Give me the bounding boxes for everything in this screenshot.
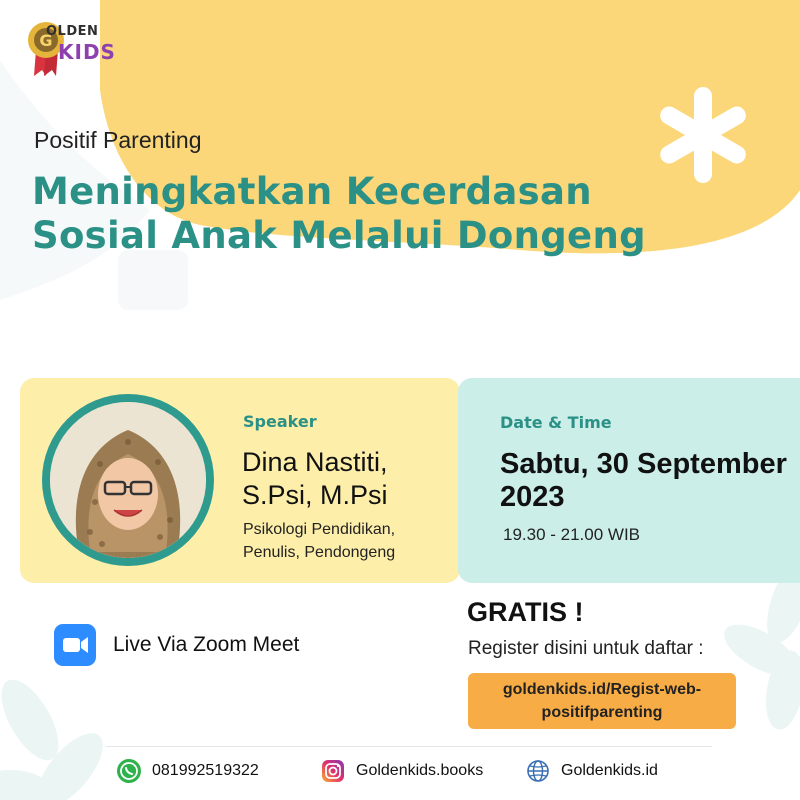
contact-instagram-text: Goldenkids.books xyxy=(356,762,484,779)
event-title-line-1: Meningkatkan Kecerdasan xyxy=(32,170,592,213)
contact-whatsapp-text: 081992519322 xyxy=(152,762,259,779)
whatsapp-icon xyxy=(116,758,142,784)
speaker-label: Speaker xyxy=(243,412,317,431)
register-link-button[interactable]: goldenkids.id/Regist-web-positifparenting xyxy=(468,673,736,729)
platform-text: Live Via Zoom Meet xyxy=(113,633,300,656)
speaker-photo xyxy=(50,402,206,558)
logo-text-top: OLDEN xyxy=(46,24,99,39)
instagram-icon xyxy=(320,758,346,784)
contact-instagram[interactable] xyxy=(320,758,483,784)
register-instruction: Register disini untuk daftar : xyxy=(468,638,704,659)
free-headline: GRATIS ! xyxy=(467,597,584,627)
speaker-portrait-icon xyxy=(50,402,206,558)
logo-text-bottom: KIDS xyxy=(58,40,116,64)
contact-whatsapp[interactable] xyxy=(116,758,259,784)
asterisk-decoration-icon xyxy=(655,85,751,185)
contact-website[interactable] xyxy=(525,758,658,784)
event-title-line-2: Sosial Anak Melalui Dongeng xyxy=(32,214,646,257)
footer-divider xyxy=(106,746,712,747)
date-time-label: Date & Time xyxy=(500,413,612,432)
svg-text:G: G xyxy=(39,31,53,50)
speaker-roles: Psikologi Pendidikan, Penulis, Pendongeng xyxy=(243,521,396,561)
event-time: 19.30 - 21.00 WIB xyxy=(503,525,641,544)
zoom-icon xyxy=(54,624,96,666)
speaker-name: Dina Nastiti, S.Psi, M.Psi xyxy=(242,447,388,510)
globe-icon xyxy=(525,758,551,784)
event-date: Sabtu, 30 September 2023 xyxy=(500,448,787,513)
series-label: Positif Parenting xyxy=(34,127,202,153)
contact-website-text: Goldenkids.id xyxy=(561,762,658,779)
event-title xyxy=(32,170,646,258)
